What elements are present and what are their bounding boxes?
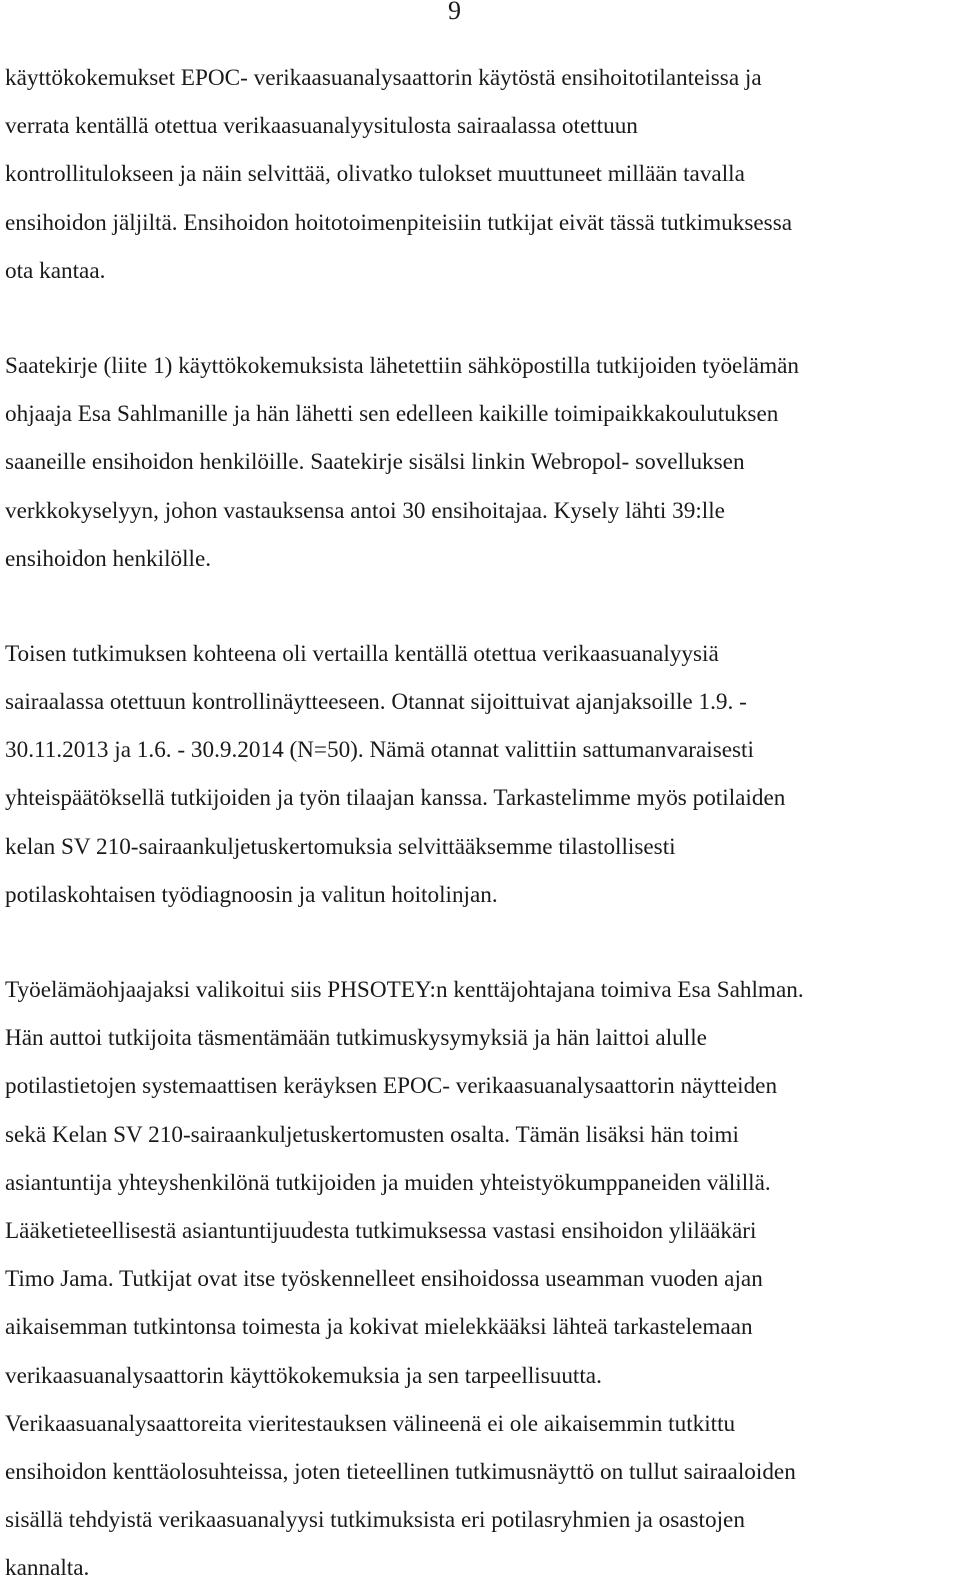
paragraph-gap	[5, 583, 955, 630]
text-line: Hän auttoi tutkijoita täsmentämään tutkimuskysymyksiä ja hän laittoi alulle	[5, 1025, 707, 1052]
text-line: Timo Jama. Tutkijat ovat itse työskennelleet ensihoidossa useamman vuoden ajan	[5, 1266, 763, 1293]
text-line: asiantuntija yhteyshenkilönä tutkijoiden ja muiden yhteistyökumppaneiden välillä.	[5, 1169, 771, 1196]
text-line: sisällä tehdyistä verikaasuanalyysi tutkimuksista eri potilasryhmien ja osastojen	[5, 1507, 745, 1534]
text-line: verkkokyselyyn, johon vastauksensa antoi 30 ensihoitajaa. Kysely lähti 39:lle	[5, 497, 725, 524]
text-line: Lääketieteellisestä asiantuntijuudesta tutkimuksessa vastasi ensihoidon ylilääkäri	[5, 1217, 757, 1244]
paragraph-gap	[5, 295, 955, 342]
text-line: potilaskohtaisen työdiagnoosin ja valitun hoitolinjan.	[5, 881, 498, 908]
text-line: ensihoidon kenttäolosuhteissa, joten tieteellinen tutkimusnäyttö on tullut sairaaloiden	[5, 1458, 796, 1485]
text-line: ota kantaa.	[5, 257, 106, 284]
paragraph-2	[5, 342, 955, 583]
text-line: yhteispäätöksellä tutkijoiden ja työn tilaajan kanssa. Tarkastelimme myös potilaiden	[5, 785, 786, 812]
text-line: kelan SV 210-sairaankuljetuskertomuksia selvittääksemme tilastollisesti	[5, 833, 676, 860]
text-line: ensihoidon jäljiltä. Ensihoidon hoitotoimenpiteisiin tutkijat eivät tässä tutkimuksessa	[5, 209, 793, 236]
text-line: saaneille ensihoidon henkilöille. Saatekirje sisälsi linkin Webropol- sovelluksen	[5, 449, 745, 476]
text-line: kannalta.	[5, 1555, 90, 1582]
text-line: Verikaasuanalysaattoreita vieritestauksen välineenä ei ole aikaisemmin tutkittu	[5, 1410, 736, 1437]
document-body	[5, 54, 955, 1592]
text-line: potilastietojen systemaattisen keräyksen EPOC- verikaasuanalysaattorin näytteiden	[5, 1073, 778, 1100]
text-line: Saatekirje (liite 1) käyttökokemuksista lähetettiin sähköpostilla tutkijoiden työelämän	[5, 352, 799, 379]
text-line: sairaalassa otettuun kontrollinäytteeseen. Otannat sijoittuivat ajanjaksoille 1.9. -	[5, 689, 747, 716]
text-line: verrata kentällä otettua verikaasuanalyysitulosta sairaalassa otettuun	[5, 113, 638, 140]
text-line: aikaisemman tutkintonsa toimesta ja kokivat mielekkääksi lähteä tarkastelemaan	[5, 1314, 753, 1341]
paragraph-gap	[5, 919, 955, 966]
text-line: ensihoidon henkilölle.	[5, 545, 212, 572]
paragraph-4	[5, 966, 955, 1592]
text-line: 30.11.2013 ja 1.6. - 30.9.2014 (N=50). Nämä otannat valittiin sattumanvaraisesti	[5, 737, 754, 764]
text-line: kontrollitulokseen ja näin selvittää, olivatko tulokset muuttuneet millään tavalla	[5, 161, 745, 188]
paragraph-1	[5, 54, 955, 295]
text-line: verikaasuanalysaattorin käyttökokemuksia ja sen tarpeellisuutta.	[5, 1362, 602, 1389]
text-line: Toisen tutkimuksen kohteena oli vertailla kentällä otettua verikaasuanalyysiä	[5, 640, 719, 667]
page-number: 9	[448, 0, 461, 25]
text-line: Työelämäohjaajaksi valikoitui siis PHSOTEY:n kenttäjohtajana toimiva Esa Sahlman.	[5, 977, 804, 1003]
text-line: sekä Kelan SV 210-sairaankuljetuskertomusten osalta. Tämän lisäksi hän toimi	[5, 1121, 739, 1148]
text-line: ohjaaja Esa Sahlmanille ja hän lähetti sen edelleen kaikille toimipaikkakoulutuksen	[5, 401, 779, 428]
text-line: käyttökokemukset EPOC- verikaasuanalysaattorin käytöstä ensihoitotilanteissa ja	[5, 65, 762, 91]
paragraph-3	[5, 630, 955, 919]
